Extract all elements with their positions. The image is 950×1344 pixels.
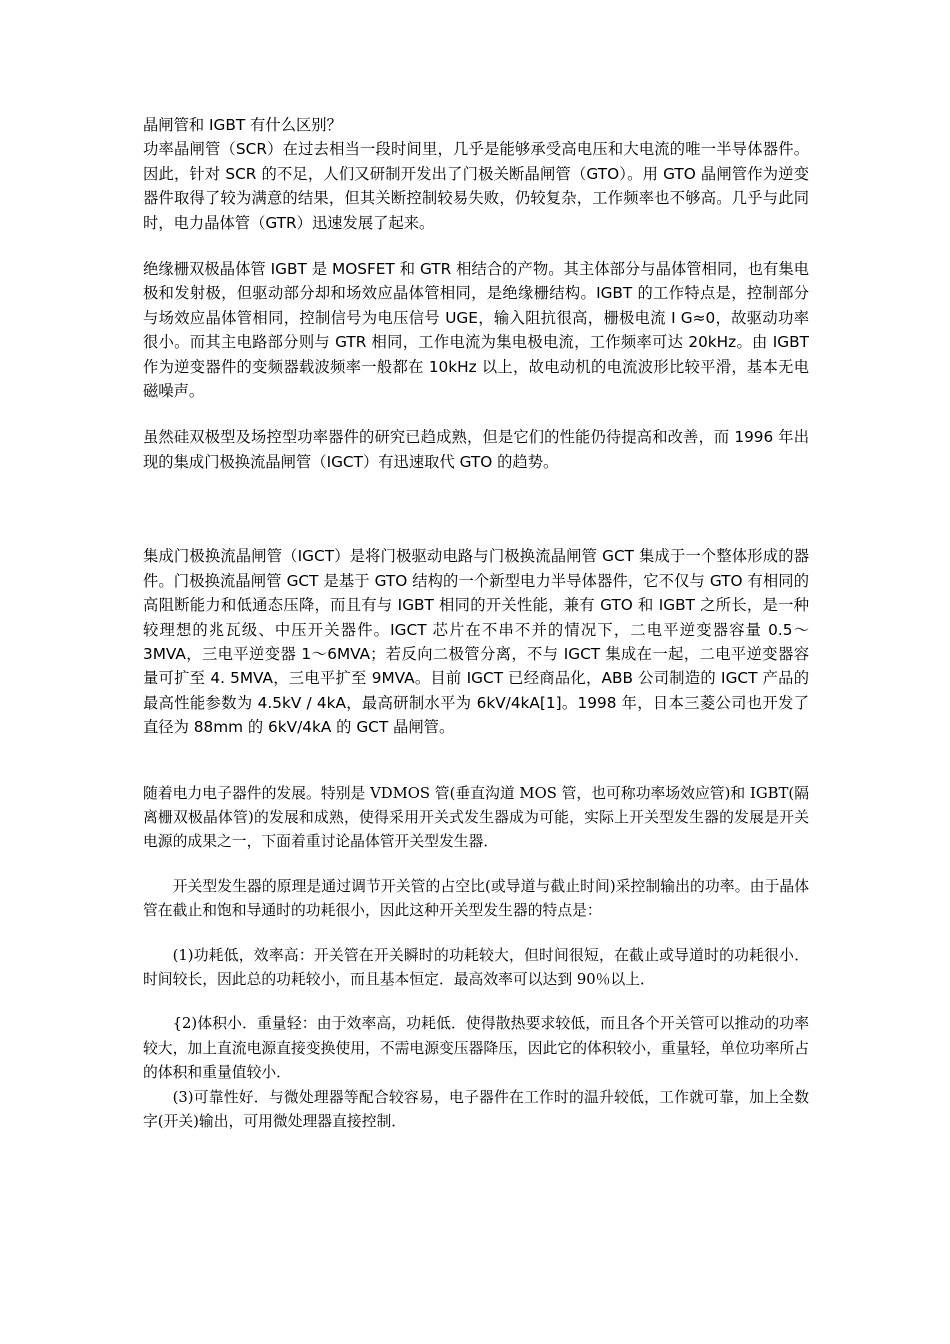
list-item-reliability: (3)可靠性好．与微处理器等配合较容易，电子器件在工作时的温升较低，工作就可靠，加上全数字(开关)输出，可用微处理器直接控制． — [143, 1088, 809, 1130]
list-item-small-size: {2)体积小．重量轻：由于效率高，功耗低．使得散热要求较低，而且各个开关管可以推动的功率较大，加上直流电源直接变换使用，不需电源变压器降压，因此它的体积较小，重量轻，单位功率所占的体积和重量值较小． — [143, 1015, 809, 1082]
paragraph-scr-history: 功率晶闸管（SCR）在过去相当一段时间里，几乎是能够承受高电压和大电流的唯一半导体器件。因此，针对 SCR 的不足，人们又研制开发出了门极关断晶闸管（GTO）。用 GTO 晶闸管作为逆变器件取得了较为满意的结果，但其关断控制较易失败，仍较复杂，工作频率也不够高。几乎与此同时，电力晶体管（GTR）迅速发展了起来。 — [143, 140, 809, 232]
paragraph-igct-trend: 虽然硅双极型及场控型功率器件的研究已趋成熟，但是它们的性能仍待提高和改善，而 1996 年出现的集成门极换流晶闸管（IGCT）有迅速取代 GTO 的趋势。 — [143, 428, 809, 471]
paragraph-igbt-structure: 绝缘栅双极晶体管 IGBT 是 MOSFET 和 GTR 相结合的产物。其主体部分与晶体管相同，也有集电极和发射极，但驱动部分却和场效应晶体管相同，是绝缘栅结构。IGBT 的工作特点是，控制部分与场效应晶体管相同，控制信号为电压信号 UGE，输入阻抗很高，栅极电流 I G≈0，故驱动功率很小。而其主电路部分则与 GTR 相同，工作电流为集电极电流，工作频率可达 20kHz。由 IGBT 作为逆变器件的变频器载波频率一般都在 10kHz 以上，故电动机的电流波形比较平滑，基本无电磁噪声。 — [143, 260, 809, 401]
document-title: 晶闸管和 IGBT 有什么区别？ — [143, 116, 342, 134]
paragraph-switching-principle: 开关型发生器的原理是通过调节开关管的占空比(或导道与截止时间)采控制输出的功率。由于晶体管在截止和饱和导通时的功耗很小，因此这种开关型发生器的特点是： — [143, 877, 809, 920]
list-item-low-power: (1)功耗低，效率高：开关管在开关瞬时的功耗较大，但时间很短，在截止或导道时的功耗很小．时间较长，因此总的功耗较小，而且基本恒定．最高效率可以达到 90％以上． — [143, 946, 809, 988]
paragraph-switching-generator: 随着电力电子器件的发展。特别是 VDMOS 管(垂直沟道 MOS 管，也可称功率场效应管)和 IGBT(隔离栅双极晶体管)的发展和成熟，使得采用开关式发生器成为可能，实际上开关型发生器的发展是开关电源的成果之一，下面着重讨论晶体管开关型发生器． — [143, 784, 809, 851]
paragraph-igct-description: 集成门极换流晶闸管（IGCT）是将门极驱动电路与门极换流晶闸管 GCT 集成于一个整体形成的器件。门极换流晶闸管 GCT 是基于 GTO 结构的一个新型电力半导体器件，它不仅与 GTO 有相同的高阻断能力和低通态压降，而且有与 IGBT 相同的开关性能，兼有 GTO 和 IGBT 之所长，是一种较理想的兆瓦级、中压开关器件。IGCT 芯片在不串不并的情况下，二电平逆变器容量 0.5～3MVA，三电平逆变器 1～6MVA；若反向二极管分离，不与 IGCT 集成在一起，二电平逆变器容量可扩至 4. 5MVA，三电平扩至 9MVA。目前 IGCT 已经商品化，ABB 公司制造的 IGCT 产品的最高性能参数为 4.5kV / 4kA，最高研制水平为 6kV/4kA[1]。1998 年，日本三菱公司也开发了直径为 88mm 的 6kV/4kA 的 GCT 晶闸管。 — [143, 547, 809, 737]
